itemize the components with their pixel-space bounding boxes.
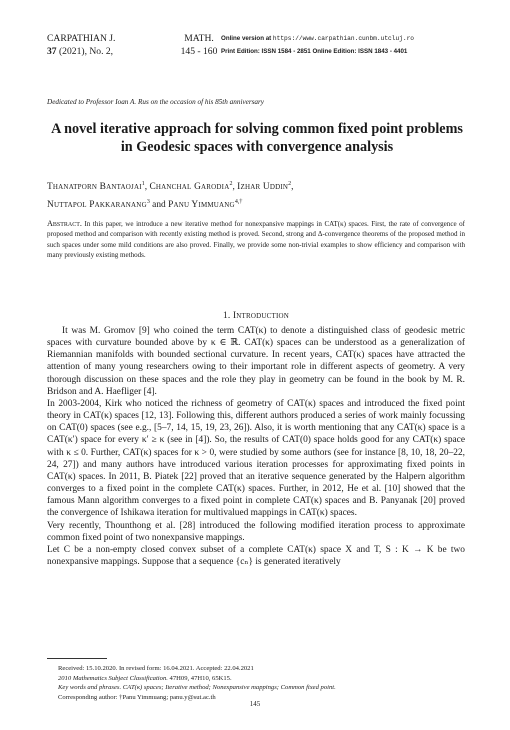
online-version (221, 33, 491, 46)
section-heading: 1. Introduction (222, 311, 290, 321)
received-dates: Received: 15.10.2020. In revised form: 16.04.2021. Accepted: 22.04.2021 (58, 665, 254, 672)
msc-codes: 47H09, 47H10, 65K15. (167, 674, 232, 682)
page-range: 145 - 160 (180, 45, 218, 57)
journal-citation (47, 33, 147, 58)
author-affiliation-mark: 3 (146, 198, 150, 205)
journal-volume-issue (47, 46, 147, 59)
paper-title: A novel iterative approach for solving common fixed point problems in Geodesic spaces with convergence analysis (51, 121, 463, 155)
year-issue: (2021), No. 2, (56, 45, 114, 57)
abstract-text: In this paper, we introduce a new iterative method for nonexpansive mappings in CAT(κ) spaces. First, the rate of convergence of proposed method and comparison with recently existing method is proved. Second, strong and Δ-convergence theorems of the proposed method in such spaces under some mild conditions are also proved. Finally, we provide some non-trivial examples to show efficiency and comparison with many previously existing methods. (47, 220, 465, 259)
dedication: Dedicated to Professor Ioan A. Rus on the occasion of his 85th anniversary (47, 98, 264, 106)
author-name: Thanatporn Bantaojai (47, 182, 142, 193)
author-conjunction: and (149, 199, 169, 210)
author-name: Panu Yimmuang (168, 199, 235, 210)
abstract-label: Abstract. (47, 219, 82, 228)
volume-number: 37 (47, 45, 57, 57)
msc-label: 2010 Mathematics Subject Classification. (58, 674, 168, 682)
keywords-label: Key words and phrases. (58, 684, 122, 691)
journal-name: CARPATHIAN J. (47, 33, 116, 44)
author-name: Chanchal Garodia (149, 182, 230, 193)
online-prefix: Online version at (221, 35, 273, 42)
msc-classification (58, 674, 468, 684)
keywords-list: CAT(κ) spaces; Iterative method; Nonexpansive mappings; Common fixed point. (121, 684, 336, 691)
paragraph: Very recently, Thounthong et al. [28] introduced the following modified iteration process to approximate common fixed point of two nonexpansive mappings. (47, 520, 465, 543)
abstract (47, 219, 465, 260)
introduction-body (47, 325, 465, 568)
journal-url[interactable]: https://www.carpathian.cunbm.utcluj.ro (272, 35, 415, 42)
author-name: Nuttapol Pakkaranang (47, 199, 147, 210)
journal-subject: MATH. (184, 33, 214, 44)
author-affiliation-mark: 4,† (234, 198, 243, 205)
footnote-divider (47, 658, 107, 659)
author-list: Thanatporn Bantaojai$^1$, Chanchal Garodia$^2$, Izhar Uddin$^2$, Nuttapol Pakkaranang$^3$ and Panu Yimmuang$^{4,\dagger}$ (47, 181, 294, 210)
author-affiliation-mark: 2 (288, 181, 292, 187)
footnotes (58, 664, 468, 702)
page-number: 145 (249, 700, 261, 708)
paragraph: It was M. Gromov [9] who coined the term CAT(κ) to denote a distinguished class of geodesic metric spaces with curvature bounded above by κ ∈ ℝ. CAT(κ) spaces can be understood as a generalization of Riemannian manifolds with bounded sectional curvature. In recent years, CAT(κ) spaces have attracted the attention of many young researchers owing to their important role in different aspects of geometry. A very thorough discussion on these spaces and the role they play in geometry can be found in the book by M. R. Bridson and A. Haefliger [4]. (47, 326, 465, 397)
corresponding-author: Corresponding author: †Panu Yimmuang; panu.y@sut.ac.th (58, 693, 216, 701)
author-affiliation-mark: 2 (229, 181, 233, 187)
paragraph: Let C be a non-empty closed convex subset of a complete CAT(κ) space X and T, S : K → K be two nonexpansive mappings. Suppose that a sequence {cₙ} is generated iteratively (47, 544, 465, 567)
issn-line: Print Edition: ISSN 1584 - 2851 Online Edition: ISSN 1843 - 4401 (221, 47, 408, 55)
author-name: Izhar Uddin (237, 182, 289, 193)
author-affiliation-mark: 1 (141, 181, 145, 187)
keywords (58, 683, 468, 693)
paragraph: In 2003-2004, Kirk who noticed the richness of geometry of CAT(κ) spaces and introduced the fixed point theory in CAT(κ) spaces [12, 13]. Following this, different authors produced a series of work mainly focussing on CAT(0) spaces (see e.g., [5–7, 14, 15, 19, 23, 26]). Also, it is worth mentioning that any CAT(κ) space is a CAT(κ′) space for every κ′ ≥ κ (see in [4]). So, the results of CAT(0) space holds good for any CAT(κ) space with κ ≤ 0. Further, CAT(κ) spaces for κ > 0, were studied by some authors (see for instance [8, 10, 18, 20–22, 24, 27]) and many authors have introduced various iteration processes for approximating fixed points in CAT(κ) spaces. In 2011, B. Piatek [22] proved that an iterative sequence generated by the Halpern algorithm converges to a fixed point in the complete CAT(κ) spaces. Further, in 2012, He et al. [10] showed that the famous Mann algorithm converges to a fixed point in complete CAT(κ) spaces and B. Panyanak [20] proved the convergence of Ishikawa iteration for multivalued mappings in CAT(κ) spaces. (47, 398, 465, 519)
journal-online-info (221, 33, 491, 58)
